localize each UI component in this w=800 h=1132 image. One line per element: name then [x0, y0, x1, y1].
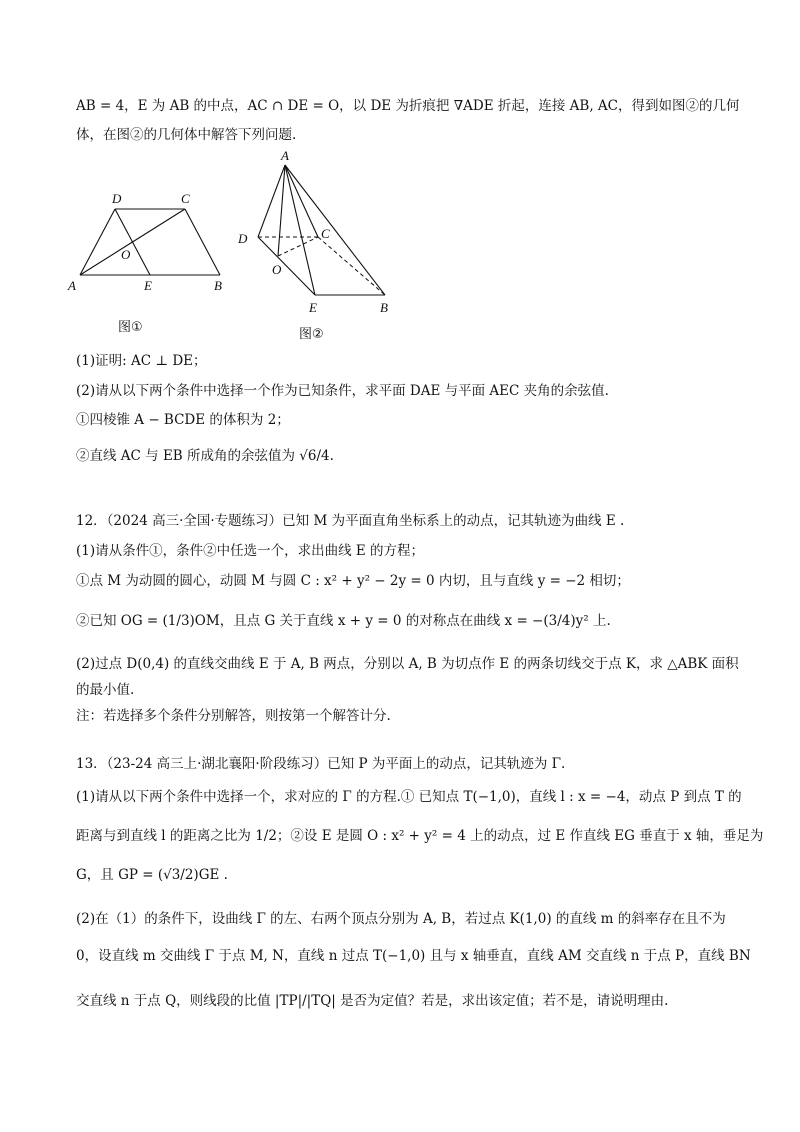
p13-line-5: (2)在（1）的条件下，设曲线 Γ 的左、右两个顶点分别为 A, B，若过点 K(1,0) 的直线 m 的斜率存在且不为: [76, 911, 726, 927]
p13-line-1: 13．（23-24 高三上·湖北襄阳·阶段练习）已知 P 为平面上的动点，记其轨迹为 Γ.: [76, 756, 566, 772]
p13-line-4: G，且 GP = (√3/2)GE .: [76, 867, 228, 883]
fig1-label-A: A: [68, 278, 76, 293]
p13-line-3: 距离与到直线 l 的距离之比为 1/2；②设 E 是圆 O : x² + y² = 4 上的动点，过 E 作直线 EG 垂直于 x 轴，垂足为: [76, 828, 764, 844]
p13-line-7: 交直线 n 于点 Q，则线段的比值 |TP|/|TQ| 是否为定值？若是，求出该定值；若不是，请说明理由.: [76, 993, 669, 1009]
figure-2-caption: 图②: [299, 327, 324, 342]
figure-2-pyramid: [230, 148, 410, 320]
p12-line-1: 12．（2024 高三·全国·专题练习）已知 M 为平面直角坐标系上的动点，记其轨迹为曲线 E .: [76, 513, 625, 529]
p11-question-1: (1)证明: AC ⊥ DE；: [76, 353, 207, 369]
p13-line-6: 0，设直线 m 交曲线 Γ 于点 M, N，直线 n 过点 T(−1,0) 且与 x 轴垂直，直线 AM 交直线 n 于点 P，直线 BN: [76, 948, 751, 964]
p11-intro-line2: 体，在图②的几何体中解答下列问题.: [76, 127, 297, 143]
p11-condition-1: ①四棱锥 A − BCDE 的体积为 2；: [76, 412, 290, 428]
p12-line-6: 的最小值.: [76, 682, 135, 698]
figure-1-caption: 图①: [118, 320, 143, 335]
fig2-label-O: O: [272, 262, 282, 277]
fig2-label-E: E: [309, 300, 317, 315]
fig2-label-C: C: [321, 226, 330, 241]
p12-line-4: ②已知 OG = (1/3)OM，且点 G 关于直线 x + y = 0 的对称点在曲线 x = −(3/4)y² 上.: [76, 613, 611, 629]
fig1-label-D: D: [112, 191, 122, 206]
figure-1-trapezoid: [60, 190, 250, 300]
p11-condition-2: ②直线 AC 与 EB 所成角的余弦值为 √6/4.: [76, 448, 334, 464]
p12-line-3: ①点 M 为动圆的圆心，动圆 M 与圆 C : x² + y² − 2y = 0 内切，且与直线 y = −2 相切；: [76, 573, 630, 589]
p12-line-5: (2)过点 D(0,4) 的直线交曲线 E 于 A, B 两点，分别以 A, B 为切点作 E 的两条切线交于点 K，求 △ABK 面积: [76, 656, 739, 672]
p11-question-2: (2)请从以下两个条件中选择一个作为已知条件，求平面 DAE 与平面 AEC 夹角的余弦值.: [76, 383, 609, 399]
fig2-label-B: B: [380, 300, 388, 315]
fig1-label-E: E: [144, 278, 152, 293]
fig2-label-D: D: [238, 231, 248, 246]
fig1-label-C: C: [181, 191, 190, 206]
fig1-label-O: O: [121, 247, 131, 262]
p12-line-2: (1)请从条件①，条件②中任选一个，求出曲线 E 的方程；: [76, 543, 425, 559]
fig1-label-B: B: [214, 278, 222, 293]
fig2-label-A: A: [281, 148, 289, 163]
p13-line-2: (1)请从以下两个条件中选择一个，求对应的 Γ 的方程.① 已知点 T(−1,0)，直线 l : x = −4，动点 P 到点 T 的: [76, 789, 742, 805]
p12-line-7: 注：若选择多个条件分别解答，则按第一个解答计分.: [76, 708, 391, 724]
p11-intro-line1: AB = 4，E 为 AB 的中点，AC ∩ DE = O，以 DE 为折痕把 ∇ADE 折起，连接 AB, AC，得到如图②的几何: [76, 98, 740, 114]
